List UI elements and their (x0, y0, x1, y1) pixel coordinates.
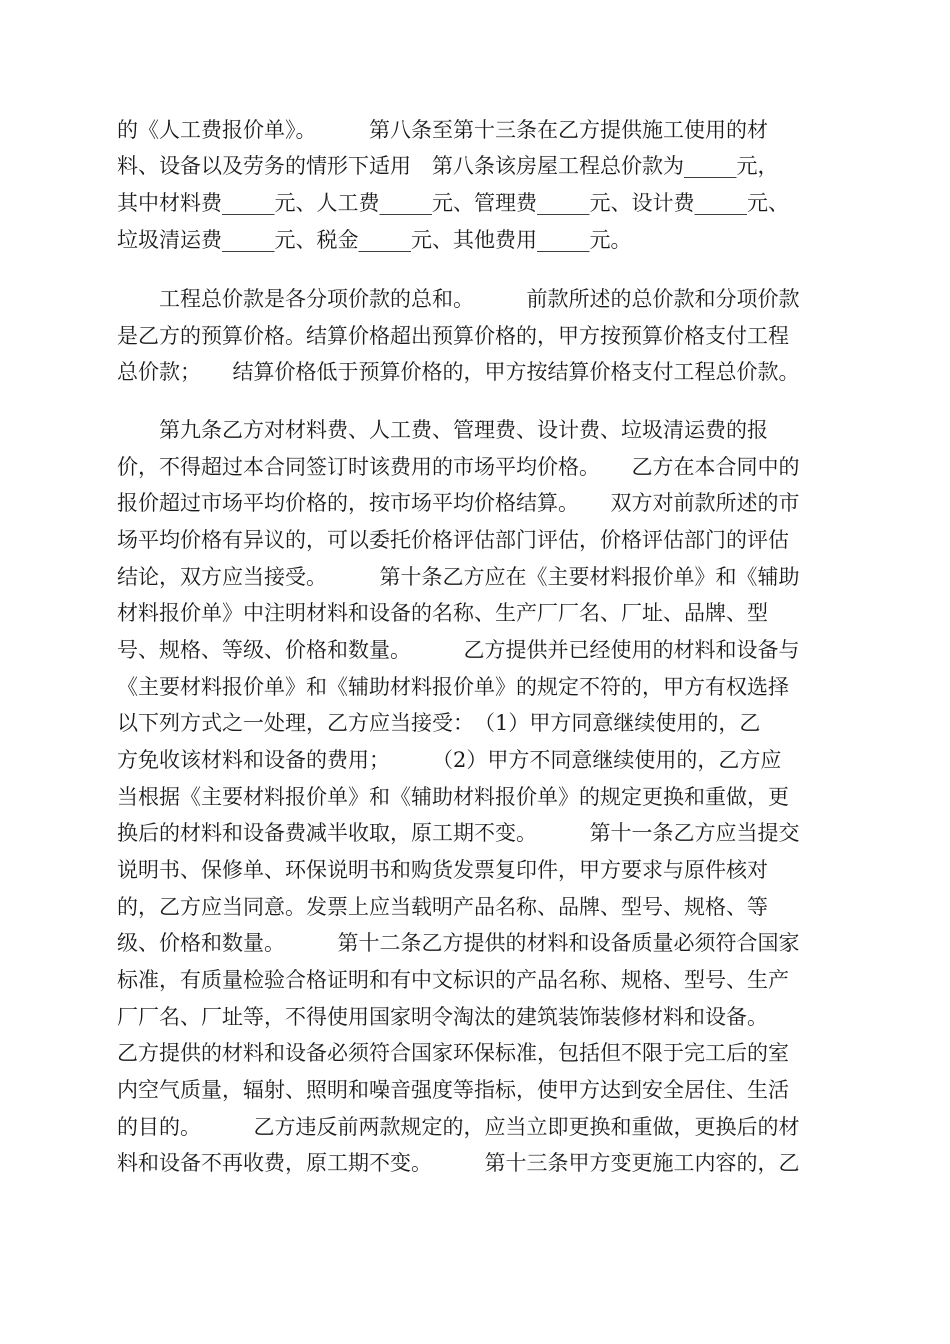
text-line: 结论，双方应当接受。 第十条乙方应在《主要材料报价单》和《辅助 (117, 565, 800, 589)
text-line: 的目的。 乙方违反前两款规定的，应当立即更换和重做，更换后的材 (117, 1115, 800, 1139)
text-line: 方免收该材料和设备的费用； （2）甲方不同意继续使用的，乙方应 (117, 748, 782, 772)
text-line: 内空气质量，辐射、照明和噪音强度等指标，使甲方达到安全居住、生活 (117, 1078, 789, 1102)
text-line: 当根据《主要材料报价单》和《辅助材料报价单》的规定更换和重做，更 (117, 785, 789, 809)
text-line: 的，乙方应当同意。发票上应当载明产品名称、品牌、型号、规格、等 (117, 895, 768, 919)
text-line: 价，不得超过本合同签订时该费用的市场平均价格。 乙方在本合同中的 (117, 455, 800, 479)
text-line: 说明书、保修单、环保说明书和购货发票复印件，甲方要求与原件核对 (117, 858, 768, 882)
text-line: 工程总价款是各分项价款的总和。 前款所述的总价款和分项价款 (117, 287, 800, 311)
text-line: 总价款； 结算价格低于预算价格的，甲方按结算价格支付工程总价款。 (117, 360, 800, 384)
text-line: 材料报价单》中注明材料和设备的名称、生产厂厂名、厂址、品牌、型 (117, 601, 768, 625)
text-line: 场平均价格有异议的，可以委托价格评估部门评估，价格评估部门的评估 (117, 528, 789, 552)
text-line: 号、规格、等级、价格和数量。 乙方提供并已经使用的材料和设备与 (117, 638, 800, 662)
text-line: 标准，有质量检验合格证明和有中文标识的产品名称、规格、型号、生产 (117, 968, 789, 992)
text-line: 料和设备不再收费，原工期不变。 第十三条甲方变更施工内容的，乙 (117, 1151, 800, 1175)
text-line: 第九条乙方对材料费、人工费、管理费、设计费、垃圾清运费的报 (117, 418, 768, 442)
text-line: 料、设备以及劳务的情形下适用 第八条该房屋工程总价款为_____元， (117, 154, 779, 178)
text-line: 级、价格和数量。 第十二条乙方提供的材料和设备质量必须符合国家 (117, 931, 800, 955)
text-line: 是乙方的预算价格。结算价格超出预算价格的，甲方按预算价格支付工程 (117, 324, 789, 348)
text-line: 其中材料费_____元、人工费_____元、管理费_____元、设计费_____元、 (117, 191, 789, 215)
text-line: 厂厂名、厂址等，不得使用国家明令淘汰的建筑装饰装修材料和设备。 (117, 1005, 768, 1029)
text-line: 《主要材料报价单》和《辅助材料报价单》的规定不符的，甲方有权选择 (117, 675, 789, 699)
text-line: 乙方提供的材料和设备必须符合国家环保标准，包括但不限于完工后的室 (117, 1041, 789, 1065)
text-line: 的《人工费报价单》。 第八条至第十三条在乙方提供施工使用的材 (117, 118, 768, 142)
text-line: 垃圾清运费_____元、税金_____元、其他费用_____元。 (117, 228, 632, 252)
text-line: 以下列方式之一处理，乙方应当接受： （1）甲方同意继续使用的，乙 (117, 711, 761, 735)
text-line: 报价超过市场平均价格的，按市场平均价格结算。 双方对前款所述的市 (117, 491, 800, 515)
text-line: 换后的材料和设备费减半收取，原工期不变。 第十一条乙方应当提交 (117, 821, 800, 845)
